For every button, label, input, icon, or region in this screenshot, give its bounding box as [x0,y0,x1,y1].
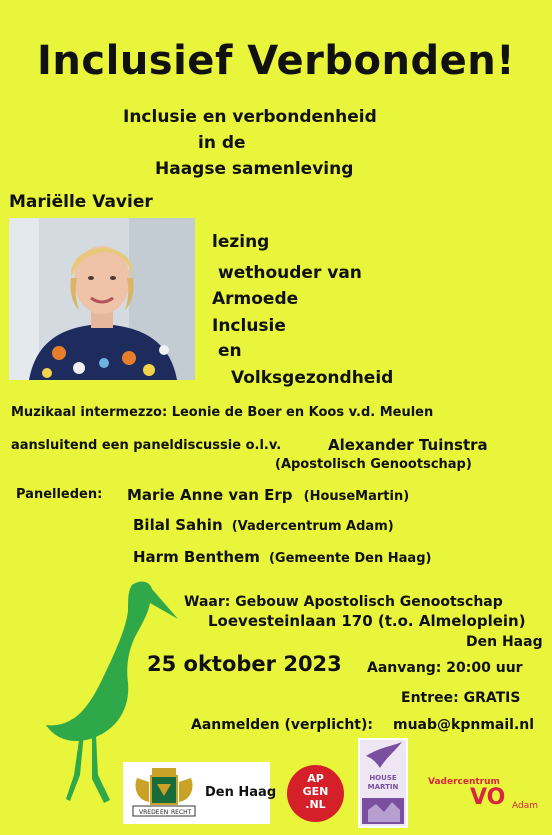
motto-vrede: VREDE [139,809,160,816]
entry-fee: Entree: GRATIS [401,690,521,706]
vadercentrum-word: Vadercentrum [428,777,500,787]
poster-title: Inclusief Verbonden! [37,38,515,84]
apgen-logo [287,765,344,822]
speaker-name: Mariëlle Vavier [9,192,153,212]
crest-icon [127,762,201,824]
apgen-line-1: AP [307,772,324,785]
subtitle-line-3: Haagse samenleving [155,159,354,179]
subtitle-line-1: Inclusie en verbondenheid [123,107,377,127]
den-haag-logo [123,762,277,824]
speaker-line-armoede: Armoede [212,289,299,309]
start-time: Aanvang: 20:00 uur [367,660,523,676]
venue-city: Den Haag [466,634,543,650]
speaker-line-lezing: lezing [212,232,270,252]
motto-en: EN [160,809,169,816]
speaker-line-inclusie: Inclusie [212,316,286,336]
panel-member-org: (Vadercentrum Adam) [231,519,394,534]
panel-member-org: (Gemeente Den Haag) [268,551,432,566]
panel-member [127,485,409,504]
music-intermezzo: Muzikaal intermezzo: Leonie de Boer en Koos v.d. Meulen [11,405,434,420]
event-date: 25 oktober 2023 [147,652,342,676]
panel-member-name: Marie Anne van Erp [127,486,293,504]
den-haag-text: Den Haag [205,785,277,800]
vadercentrum-sub: Adam [512,801,538,811]
panel-label: Panelleden: [16,487,103,502]
housemartin-logo [358,738,408,828]
panel-member [133,515,394,534]
speaker-line-volksgezondheid: Volksgezondheid [231,368,394,388]
panel-member-org: (HouseMartin) [303,489,410,504]
register-email: muab@kpnmail.nl [393,717,535,733]
speaker-line-role: wethouder van [218,263,362,283]
vadercentrum-logo [428,777,538,817]
housemartin-line-2: MARTIN [367,783,399,791]
panel-intro-text: aansluitend een paneldiscussie o.l.v. [11,438,282,453]
panel-member-name: Harm Benthem [133,548,260,566]
apgen-line-2: GEN [302,785,329,798]
speaker-photo [9,218,195,380]
speaker-line-en: en [218,341,242,361]
panel-member [133,547,431,566]
moderator-name: Alexander Tuinstra [328,436,488,454]
subtitle-line-2: in de [198,133,246,153]
register-label: Aanmelden (verplicht): [191,717,373,733]
venue-line-2: Loevesteinlaan 170 (t.o. Almeloplein) [208,612,526,630]
housemartin-line-1: HOUSE [369,774,397,782]
vadercentrum-mark: VO [470,785,506,810]
moderator-org: (Apostolisch Genootschap) [275,457,472,472]
panel-member-name: Bilal Sahin [133,516,223,534]
apgen-line-3: .NL [305,798,326,811]
venue-line-1: Waar: Gebouw Apostolisch Genootschap [184,594,503,610]
motto-recht: RECHT [171,809,192,816]
